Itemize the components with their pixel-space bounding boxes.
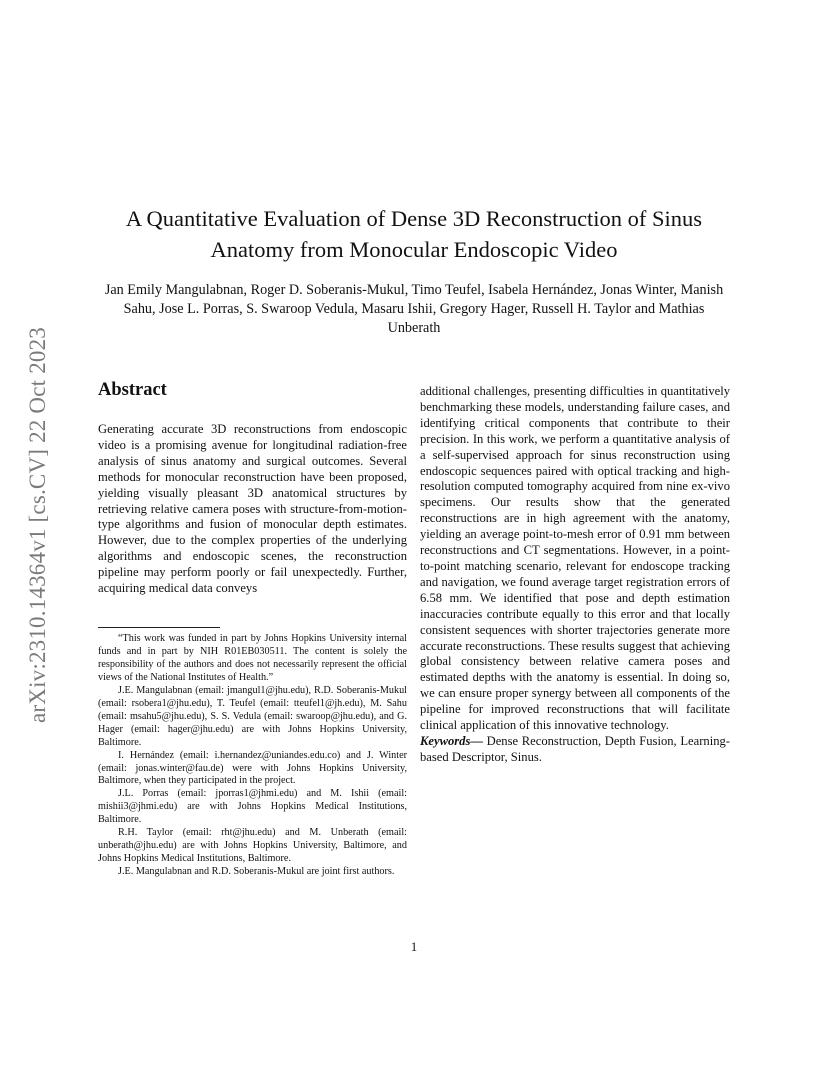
abstract-text-left: Generating accurate 3D reconstructions from endoscopic video is a promising avenue for longitudinal radiation-free analysis of sinus anatomy and surgical outcomes. Several methods for monocular reconstruction have been proposed, yielding visually pleasant 3D anatomical structures by retrieving relative camera poses with structure-from-motion-type algorithms and fusion of monocular depth estimates. However, due to the complex properties of the underlying algorithms and endoscopic scenes, the reconstruction pipeline may perform poorly or fail unexpectedly. Further, acquiring medical data conveys bbox=[98, 422, 407, 596]
abstract-heading: Abstract bbox=[98, 380, 167, 400]
footnote-affiliation-jhmi: J.L. Porras (email: jporras1@jhmi.edu) and M. Ishii (email: mishii3@jhmi.edu) are with Johns Hopkins Medical Institutions, Baltimore. bbox=[98, 788, 407, 826]
footnote-divider bbox=[98, 627, 220, 628]
keywords-label: Keywords— bbox=[420, 733, 483, 748]
footnote-funding: “This work was funded in part by Johns Hopkins University internal funds and in part by NIH R01EB030511. The content is solely the responsibility of the authors and does not necessarily represent the official views of the National Institutes of Health.” bbox=[98, 633, 407, 683]
arxiv-stamp bbox=[18, 290, 58, 760]
page-number: 1 bbox=[410, 940, 418, 954]
keywords-text: Dense Reconstruction, Depth Fusion, Learning-based Descriptor, Sinus. bbox=[420, 733, 730, 764]
right-column bbox=[420, 384, 730, 766]
arxiv-stamp-text: arXiv:2310.14364v1 [cs.CV] 22 Oct 2023 bbox=[25, 327, 50, 723]
author-list: Jan Emily Mangulabnan, Roger D. Soberanis-Mukul, Timo Teufel, Isabela Hernández, Jonas Winter, Manish Sahu, Jose L. Porras, S. Swaroop Vedula, Masaru Ishii, Gregory Hager, Russell H. Taylor and Mathias Unberath bbox=[104, 282, 724, 336]
keywords bbox=[420, 734, 730, 766]
left-column bbox=[98, 378, 407, 597]
footnote-joint-authors: J.E. Mangulabnan and R.D. Soberanis-Mukul are joint first authors. bbox=[118, 866, 395, 878]
abstract-text-right: additional challenges, presenting difficulties in quantitatively benchmarking these models, understanding failure cases, and identifying critical components that contribute to their precision. In this work, we perform a quantitative analysis of a self-supervised approach for sinus reconstruction using endoscopic sequences paired with optical tracking and high-resolution computed tomography acquired from nine ex-vivo specimens. Our results show that the generated reconstructions are in high agreement with the anatomy, yielding an average point-to-mesh error of 0.91 mm between reconstructions and CT segmentations. However, in a point-to-point matching scenario, relevant for endoscope tracking and navigation, we found average target registration errors of 6.58 mm. We identified that pose and depth estimation inaccuracies contribute equally to this error and that locally consistent sequences with shorter trajectories generate more accurate reconstructions. These results suggest that achieving global consistency between relative camera poses and estimated depths with the anatomy is essential. In doing so, we can ensure proper synergy between all components of the pipeline for improved reconstructions that will facilitate clinical application of this innovative technology. bbox=[420, 384, 730, 733]
footnote-affiliation-jhu: J.E. Mangulabnan (email: jmangul1@jhu.edu), R.D. Soberanis-Mukul (email: rsobera1@jhu.edu), T. Teufel (email: tteufel1@jh.edu), M. Sahu (email: msahu5@jhu.edu), S. S. Vedula (email: swaroop@jhu.edu), and G. Hager (email: hager@jhu.edu) are with Johns Hopkins University, Baltimore. bbox=[98, 684, 407, 748]
footnote-affiliation-jhu-jhmi: R.H. Taylor (email: rht@jhu.edu) and M. Unberath (email: unberath@jhu.edu) are with Johns Hopkins University, Baltimore, and Johns Hopkins Medical Institutions, Baltimore. bbox=[98, 827, 407, 865]
footnotes bbox=[98, 633, 407, 879]
footnote-affiliation-former: I. Hernández (email: i.hernandez@uniandes.edu.co) and J. Winter (email: jonas.winter@fau.de) were with Johns Hopkins University, Baltimore, when they participated in the project. bbox=[98, 749, 407, 787]
paper-title: A Quantitative Evaluation of Dense 3D Reconstruction of Sinus Anatomy from Monocular Endoscopic Video bbox=[125, 206, 703, 262]
